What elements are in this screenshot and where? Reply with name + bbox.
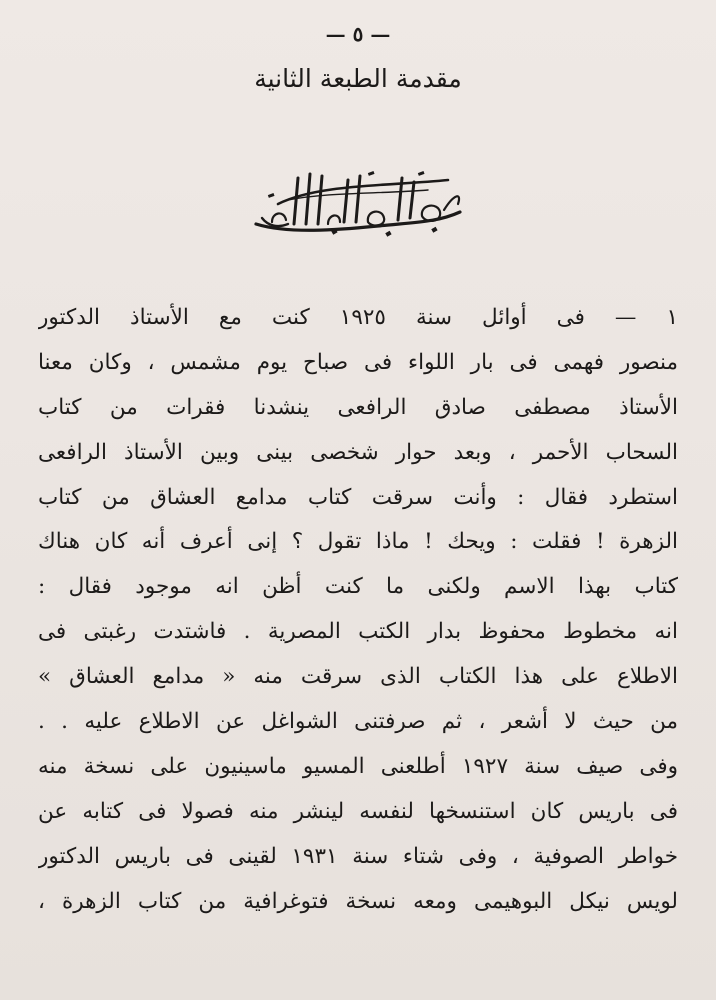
body-line: خواطر الصوفية ، وفى شتاء سنة ١٩٣١ لقينى فى باريس الدكتور <box>38 843 678 869</box>
body-line: الزهرة ! فقلت : ويحك ! ماذا تقول ؟ إنى أعرف أنه كان هناك <box>38 529 678 555</box>
body-line: من حيث لا أشعر ، ثم صرفتنى الشواغل عن الاطلاع عليه . . <box>38 709 678 735</box>
basmala-calligraphy-drawing <box>248 164 468 242</box>
body-text <box>38 296 678 924</box>
body-line: الأستاذ مصطفى صادق الرافعى ينشدنا فقرات من كتاب <box>38 394 678 420</box>
body-line: فى باريس كان استنسخها لنفسه لينشر منه فصولا فى كتابه عن <box>38 798 678 824</box>
body-line: انه مخطوط محفوظ بدار الكتب المصرية . فاشتدت رغبتى فى <box>38 619 678 645</box>
body-line: كتاب بهذا الاسم ولكنى ما كنت أظن انه موجود فقال : <box>38 574 678 600</box>
basmala-calligraphy <box>248 164 468 242</box>
page-number: — ٥ — <box>325 22 391 46</box>
body-line: الاطلاع على هذا الكتاب الذى سرقت منه « مدامع العشاق » <box>38 664 678 690</box>
body-line: ١ — فى أوائل سنة ١٩٢٥ كنت مع الأستاذ الدكتور <box>38 305 678 330</box>
body-line: استطرد فقال : وأنت سرقت كتاب مدامع العشاق من كتاب <box>38 484 678 510</box>
section-title: مقدمة الطبعة الثانية <box>254 64 462 93</box>
body-line: لويس نيكل البوهيمى ومعه نسخة فتوغرافية من كتاب الزهرة ، <box>38 888 678 914</box>
body-line: وفى صيف سنة ١٩٢٧ أطلعنى المسيو ماسينيون على نسخة منه <box>38 753 678 779</box>
body-line: منصور فهمى فى بار اللواء فى صباح يوم مشمس ، وكان معنا <box>38 349 678 375</box>
body-line: السحاب الأحمر ، وبعد حوار شخصى بينى وبين الأستاذ الرافعى <box>38 439 678 465</box>
